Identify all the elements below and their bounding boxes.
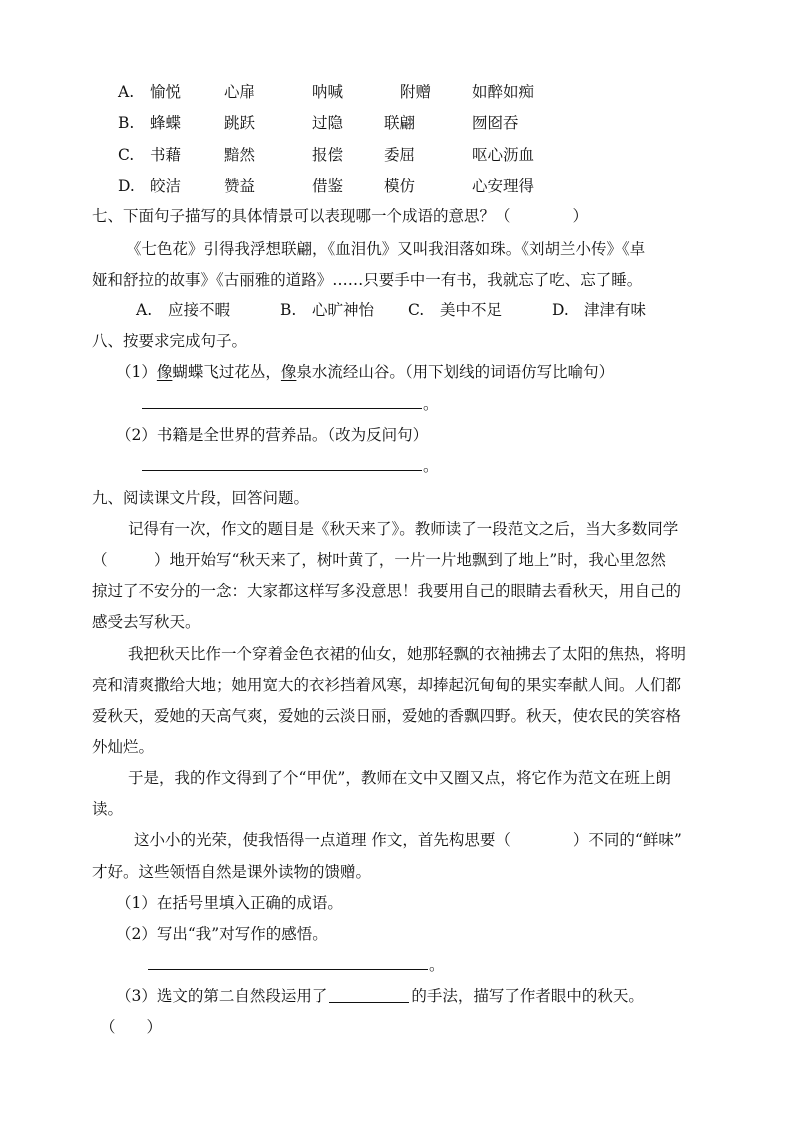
choice-letter: C. [408,301,425,319]
option-word: 过隐 [312,114,344,132]
period-mark: 。 [423,457,439,475]
passage-line: 才好。这些领悟自然是课外读物的馈赠。 [92,863,372,881]
passage-line: 记得有一次，作文的题目是《秋天来了》。教师读了一段范文之后，当大多数同学 [128,520,679,538]
option-letter: D. [118,177,135,195]
question-9-sub-1: （1）在括号里填入正确的成语。 [116,894,343,912]
option-word: 黯然 [224,146,256,164]
option-word: 愉悦 [150,83,182,101]
sub-3-text: 的手法，描写了作者眼中的秋天。 [411,987,644,1005]
underlined-word: 像 [156,363,173,381]
option-word: 如醉如痴 [472,83,535,101]
option-word: 书藉 [150,146,182,164]
option-word: 呐喊 [312,83,344,101]
passage-line: （ ）地开始写“秋天来了，树叶黄了，一片一片地飘到了地上”时，我心里忽然 [92,551,666,569]
option-letter: A. [118,83,135,101]
option-word: 附赠 [400,83,432,101]
option-word: 赞益 [224,177,256,195]
passage-line: 我把秋天比作一个穿着金色衣裙的仙女，她那轻飘的衣袖拂去了太阳的焦热，将明 [128,645,687,663]
item-text: 蝴蝶飞过花丛， [172,363,281,381]
question-9-sub-2: （2）写出“我”对写作的感悟。 [116,925,328,943]
question-7-passage-line: 《七色花》引得我浮想联翩，《血泪仇》又叫我泪落如珠。《刘胡兰小传》《卓 [126,240,646,258]
choice-text: 津津有味 [584,301,647,319]
option-word: 跳跃 [224,114,256,132]
question-7-passage-line: 娅和舒拉的故事》《古丽雅的道路》……只要手中一有书，我就忘了吃、忘了睡。 [92,271,643,289]
option-letter: C. [118,146,135,164]
question-9-title: 九、阅读课文片段，回答问题。 [92,489,310,507]
option-word: 模仿 [384,177,416,195]
choice-text: 心旷神怡 [312,301,375,319]
answer-line[interactable] [148,969,428,970]
option-word: 心安理得 [472,177,535,195]
choice-text: 应接不暇 [168,301,231,319]
period-mark: 。 [423,395,439,413]
choice-letter: D. [552,301,569,319]
sub-3-text: （3）选文的第二自然段运用了 [116,987,328,1005]
answer-blank[interactable] [329,988,409,1003]
question-8-item-1 [116,362,614,382]
option-word: 委屈 [384,146,416,164]
passage-line: 感受去写秋天。 [92,613,201,631]
option-word: 皎洁 [150,177,182,195]
option-word: 借鉴 [312,177,344,195]
answer-line[interactable] [142,470,422,471]
period-mark: 。 [429,956,445,974]
option-letter: B. [118,114,135,132]
item-number: （1） [116,363,157,381]
choice-text: 美中不足 [440,301,503,319]
option-word: 呕心沥血 [472,146,535,164]
passage-line: 亮和清爽撒给大地；她用宽大的衣衫挡着风寒，却捧起沉甸甸的果实奉献人间。人们都 [92,676,682,694]
answer-line[interactable] [142,408,422,409]
option-word: 蜂蝶 [150,114,182,132]
option-word: 囫囵吞 [472,114,519,132]
item-text: 泉水流经山谷。（用下划线的词语仿写比喻句） [296,363,615,381]
passage-line: 于是，我的作文得到了个“甲优”，教师在文中又圈又点，将它作为范文在班上朗 [128,769,671,787]
passage-line: 掠过了不安分的一念：大家都这样写多没意思！我要用自己的眼睛去看秋天，用自己的 [92,582,682,600]
passage-line: 这小小的光荣，使我悟得一点道理 作文，首先构思要（ ）不同的“鲜味” [134,831,682,849]
choice-letter: A. [136,301,153,319]
question-9-sub-3 [116,986,644,1006]
option-word: 心扉 [224,83,256,101]
option-word: 联翩 [384,114,416,132]
answer-paren: （ ） [100,1018,163,1036]
choice-letter: B. [280,301,297,319]
option-word: 报偿 [312,146,344,164]
passage-line: 外灿烂。 [92,738,155,756]
question-7-title: 七、下面句子描写的具体情景可以表现哪一个成语的意思？（ ） [92,207,589,225]
passage-line: 读。 [92,800,124,818]
question-8-item-2: （2）书籍是全世界的营养品。（改为反问句） [116,426,429,444]
underlined-word: 像 [280,363,297,381]
question-8-title: 八、按要求完成句子。 [92,332,248,350]
passage-line: 爱秋天，爱她的天高气爽，爱她的云淡日丽，爱她的香飘四野。秋天，使农民的笑容格 [92,707,682,725]
